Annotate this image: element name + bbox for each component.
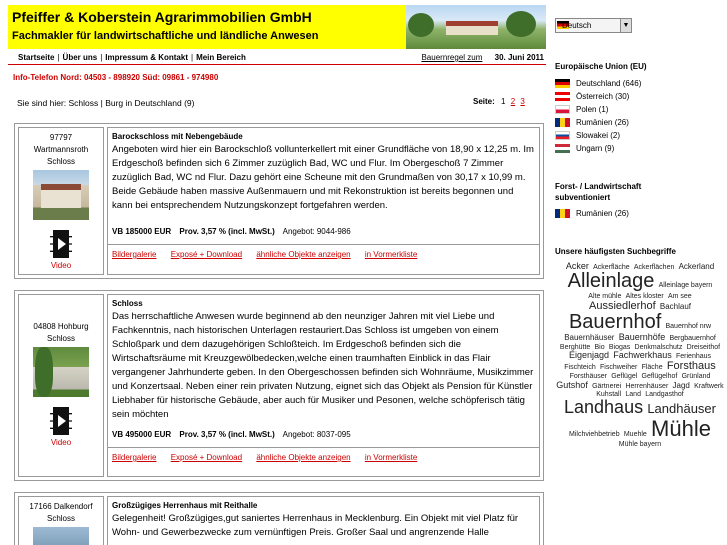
tag-link[interactable]: Am see [667, 293, 692, 301]
flag-pl-icon [555, 105, 570, 114]
listing-title[interactable]: Großzügiges Herrenhaus mit Reithalle [112, 501, 258, 510]
listing-content [107, 496, 540, 545]
tag-link[interactable]: Muehle [623, 431, 647, 439]
bauernregel-link[interactable]: Bauernregel zum [421, 53, 483, 62]
tag-link[interactable]: Geflügel [611, 373, 638, 381]
page-link-2[interactable]: 2 [510, 97, 516, 106]
tag-cloud-heading: Unsere häufigsten Suchbegriffe [555, 247, 676, 256]
tag-link[interactable]: Dreiseithof [686, 343, 721, 351]
listing-commission: Prov. 3,57 % (incl. MwSt.) [179, 227, 275, 236]
tag-link[interactable]: Grünland [681, 373, 711, 381]
listing-price-row [112, 430, 539, 439]
tag-link[interactable]: Landhaus [564, 397, 644, 418]
site-subtitle: Fachmakler für landwirtschaftliche und ländliche Anwesen [12, 30, 319, 42]
tag-link[interactable]: Acker [565, 261, 589, 271]
expose-download-link[interactable]: Exposé + Download [170, 250, 243, 259]
listing-location: 04808 Hohburg [33, 322, 89, 331]
nav-item-startseite[interactable]: Startseite [18, 53, 55, 62]
listing-links [112, 250, 539, 259]
nav-item-impressum[interactable]: Impressum & Kontakt [105, 53, 188, 62]
similar-objects-link[interactable]: ähnliche Objekte anzeigen [256, 250, 351, 259]
subsidy-country-list [555, 207, 629, 220]
gallery-link[interactable]: Bildergalerie [112, 250, 157, 259]
tag-link[interactable]: Forsthaus [666, 359, 716, 372]
country-label[interactable]: Österreich (30) [576, 92, 630, 101]
listing-card [14, 123, 544, 279]
tag-link[interactable]: Kraftwerk [694, 382, 724, 390]
tag-link[interactable]: Biogas [608, 343, 631, 351]
country-item[interactable] [555, 129, 641, 142]
tag-link[interactable]: Land [625, 391, 641, 399]
listing-card [14, 290, 544, 481]
tag-link[interactable]: Mühle [651, 416, 711, 442]
listing-thumbnail[interactable] [33, 527, 89, 545]
listing-category: Schloss [46, 334, 75, 343]
eu-heading: Europäische Union (EU) [555, 62, 647, 71]
info-phone: Info-Telefon Nord: 04503 - 898920 Süd: 09861 - 974980 [13, 73, 219, 82]
country-label[interactable]: Slowakei (2) [576, 131, 621, 140]
tag-link[interactable]: Alte mühle [588, 293, 622, 301]
watchlist-link[interactable]: in Vormerkliste [364, 250, 418, 259]
listing-offer-id: Angebot: 9044-986 [282, 227, 351, 236]
pagination [473, 97, 528, 106]
listing-thumbnail[interactable] [33, 170, 89, 220]
tag-link[interactable]: Aussiedlerhof [588, 299, 656, 312]
tag-link[interactable]: Altes kloster [625, 293, 664, 301]
listing-description: Das herrschaftliche Anwesen wurde beginnend ab den neunziger Jahren mit viel Liebe und Fachkenntnis, nach historischen Unterlagen restauriert.Das Schloss ist umgeben von einem Schloßpark und dem dazugehörigen Schloßteich. Im Erdgeschoß befinden sich die Wirtschaftsräume mit Kreuzgewölbedecken,welche einen traumhaften Einblick in das Flair vergangener Jahrhunderte geben. In den Obergeschossen befinden sich Wohnräume, Musikzimmer und Konzertsaal. Neben einer rein privaten Nutzung, eignet sich das Objekt als Pension für Künstler Liebhaber für historische Gebäude, aber auch für Musiker und Pesonen, welche schöpferisch tätig sein möchten [112, 311, 534, 420]
listing-description: Angeboten wird hier ein Barockschloß vollunterkellert mit einer Grundfläche von 18,90 x 12,25 m. Im Erdgeschoß befinden sich 6 Zimmer zuzüglich Bad, WC und Flur. Im Obergeschoß 7 Zimmer zuzüglich Bad, WC nd Flur. Dazu gehört eine Scheune mit den Grundmaßen von 30,17 x 10,99 m. Beide Gebäude haben massive Außenmauern und mit Rekonstruktion ist bereits begonnen und kann bei entsprechendem Nutzungskonzept fortgefahren werden. [112, 144, 534, 211]
language-select[interactable] [555, 18, 632, 33]
listing-description: Gelegenheit! Großzügiges,gut saniertes Herrenhaus in Mecklenburg. Ein Objekt mit viel Platz für Wohn- und Gewerbezwecke zum vernünftigen Preis. Großer Saal und angrenzende Halle [112, 513, 519, 538]
tag-link[interactable]: Gutshof [556, 379, 588, 390]
tag-link[interactable]: Milchviehbetrieb [569, 431, 620, 439]
tag-link[interactable]: Ackerfläche [593, 264, 630, 271]
tag-link[interactable]: Bauernhöfe [618, 332, 666, 343]
header-photo [406, 5, 546, 49]
listing-thumbnail[interactable] [33, 347, 89, 397]
tag-link[interactable]: Landhäuser [647, 401, 716, 417]
country-label[interactable]: Rumänien (26) [576, 118, 629, 127]
tag-link[interactable]: Denkmalschutz [634, 343, 683, 351]
tag-link[interactable]: Bauernhof nrw [665, 323, 712, 331]
eu-country-list [555, 77, 641, 155]
flag-at-icon [555, 92, 570, 101]
country-label[interactable]: Rumänien (26) [576, 209, 629, 218]
subsidy-heading: Forst- / Landwirtschaft subventioniert [555, 182, 642, 202]
listing-card [14, 492, 544, 545]
listing-links [112, 453, 539, 462]
gallery-link[interactable]: Bildergalerie [112, 453, 157, 462]
listing-price: VB 495000 EUR [112, 430, 172, 439]
listing-price-row [112, 227, 539, 236]
tag-link[interactable]: Herrenhäuser [625, 382, 669, 390]
tag-link[interactable]: Ackerland [678, 262, 715, 271]
tag-link[interactable]: Ackerflächen [633, 264, 675, 271]
listing-sidebar [18, 294, 104, 477]
country-item[interactable] [555, 77, 641, 90]
country-label[interactable]: Ungarn (9) [576, 144, 615, 153]
country-item[interactable] [555, 116, 641, 129]
expose-download-link[interactable]: Exposé + Download [170, 453, 243, 462]
tag-link[interactable]: Bio [594, 343, 605, 351]
tag-link[interactable]: Fläche [641, 363, 663, 371]
flag-de-icon [555, 79, 570, 88]
language-label: Deutsch [562, 21, 592, 30]
tag-link[interactable]: Geflügelhof [641, 373, 678, 381]
tag-link[interactable]: Fischweiher [599, 363, 638, 371]
site-title[interactable]: Pfeiffer & Koberstein Agrarimmobilien GmbH [12, 9, 312, 25]
tag-link[interactable]: Eigenjagd [568, 350, 609, 361]
video-label[interactable]: Video [50, 261, 72, 270]
page-link-1[interactable]: 1 [501, 97, 506, 106]
tag-link[interactable]: Alleinlage bayern [658, 282, 713, 290]
listing-content [107, 294, 540, 477]
tag-link[interactable]: Bauernhof [568, 311, 662, 334]
tag-link[interactable]: Fischteich [564, 363, 596, 371]
flag-sk-icon [555, 131, 570, 140]
chevron-down-icon[interactable]: ▼ [620, 19, 631, 32]
tag-link[interactable]: Forsthäuser [569, 373, 607, 381]
country-item[interactable] [555, 90, 641, 103]
listing-price: VB 185000 EUR [112, 227, 172, 236]
tag-link[interactable]: Bachlauf [659, 301, 692, 311]
page-link-3[interactable]: 3 [520, 97, 525, 106]
country-item[interactable] [555, 103, 641, 116]
tag-link[interactable]: Fachwerkhaus [613, 350, 672, 361]
video-icon[interactable] [50, 230, 72, 258]
listing-commission: Prov. 3,57 % (incl. MwSt.) [179, 430, 275, 439]
tag-link[interactable]: Landgasthof [645, 391, 684, 399]
listing-location: 17166 Dalkendorf [29, 502, 93, 511]
tag-link[interactable]: Kuhstall [596, 391, 622, 399]
tag-link[interactable]: Berghütte [559, 343, 591, 351]
current-date: 30. Juni 2011 [494, 53, 544, 62]
pagination-label: Seite: [473, 97, 495, 106]
tag-link[interactable]: Gärtnerei [592, 382, 622, 390]
flag-ro-icon [555, 118, 570, 127]
tag-link[interactable]: Jagd [672, 380, 690, 390]
listing-title[interactable]: Barockschloss mit Nebengebäude [112, 132, 243, 141]
similar-objects-link[interactable]: ähnliche Objekte anzeigen [256, 453, 351, 462]
listing-offer-id: Angebot: 8037-095 [282, 430, 351, 439]
nav-item-ueber-uns[interactable]: Über uns [62, 53, 98, 62]
country-label[interactable]: Deutschland (646) [576, 79, 642, 88]
tag-cloud [555, 262, 725, 449]
tag-link[interactable]: Alleinlage [567, 270, 655, 293]
flag-hu-icon [555, 144, 570, 153]
breadcrumb: Sie sind hier: Schloss | Burg in Deutschland (9) [17, 98, 195, 108]
country-item[interactable] [555, 142, 641, 155]
country-label[interactable]: Polen (1) [576, 105, 609, 114]
flag-ro-icon [555, 209, 570, 218]
nav-item-mein-bereich[interactable]: Mein Bereich [196, 53, 246, 62]
listing-category: Schloss [46, 157, 75, 166]
tag-link[interactable]: Bauernhäuser [564, 333, 615, 343]
listing-category: Schloss [46, 514, 75, 523]
tag-link[interactable]: Mühle bayern [618, 441, 662, 449]
video-icon[interactable] [50, 407, 72, 435]
listing-title[interactable]: Schloss [112, 299, 143, 308]
site-header [8, 5, 546, 49]
listing-content [107, 127, 540, 275]
main-nav: Startseite | Über uns | Impressum & Kontakt | Mein Bereich Bauernregel zum 30. Juni 2011 [8, 50, 546, 65]
listing-sidebar [18, 496, 104, 545]
country-item[interactable] [555, 207, 629, 220]
video-label[interactable]: Video [50, 438, 72, 447]
watchlist-link[interactable]: in Vormerkliste [364, 453, 418, 462]
listing-sidebar [18, 127, 104, 275]
tag-link[interactable]: Bergbauernhof [669, 335, 716, 343]
tag-link[interactable]: Ferienhaus [676, 353, 712, 361]
listing-location: 97797 Wartmannsroth [33, 133, 89, 154]
